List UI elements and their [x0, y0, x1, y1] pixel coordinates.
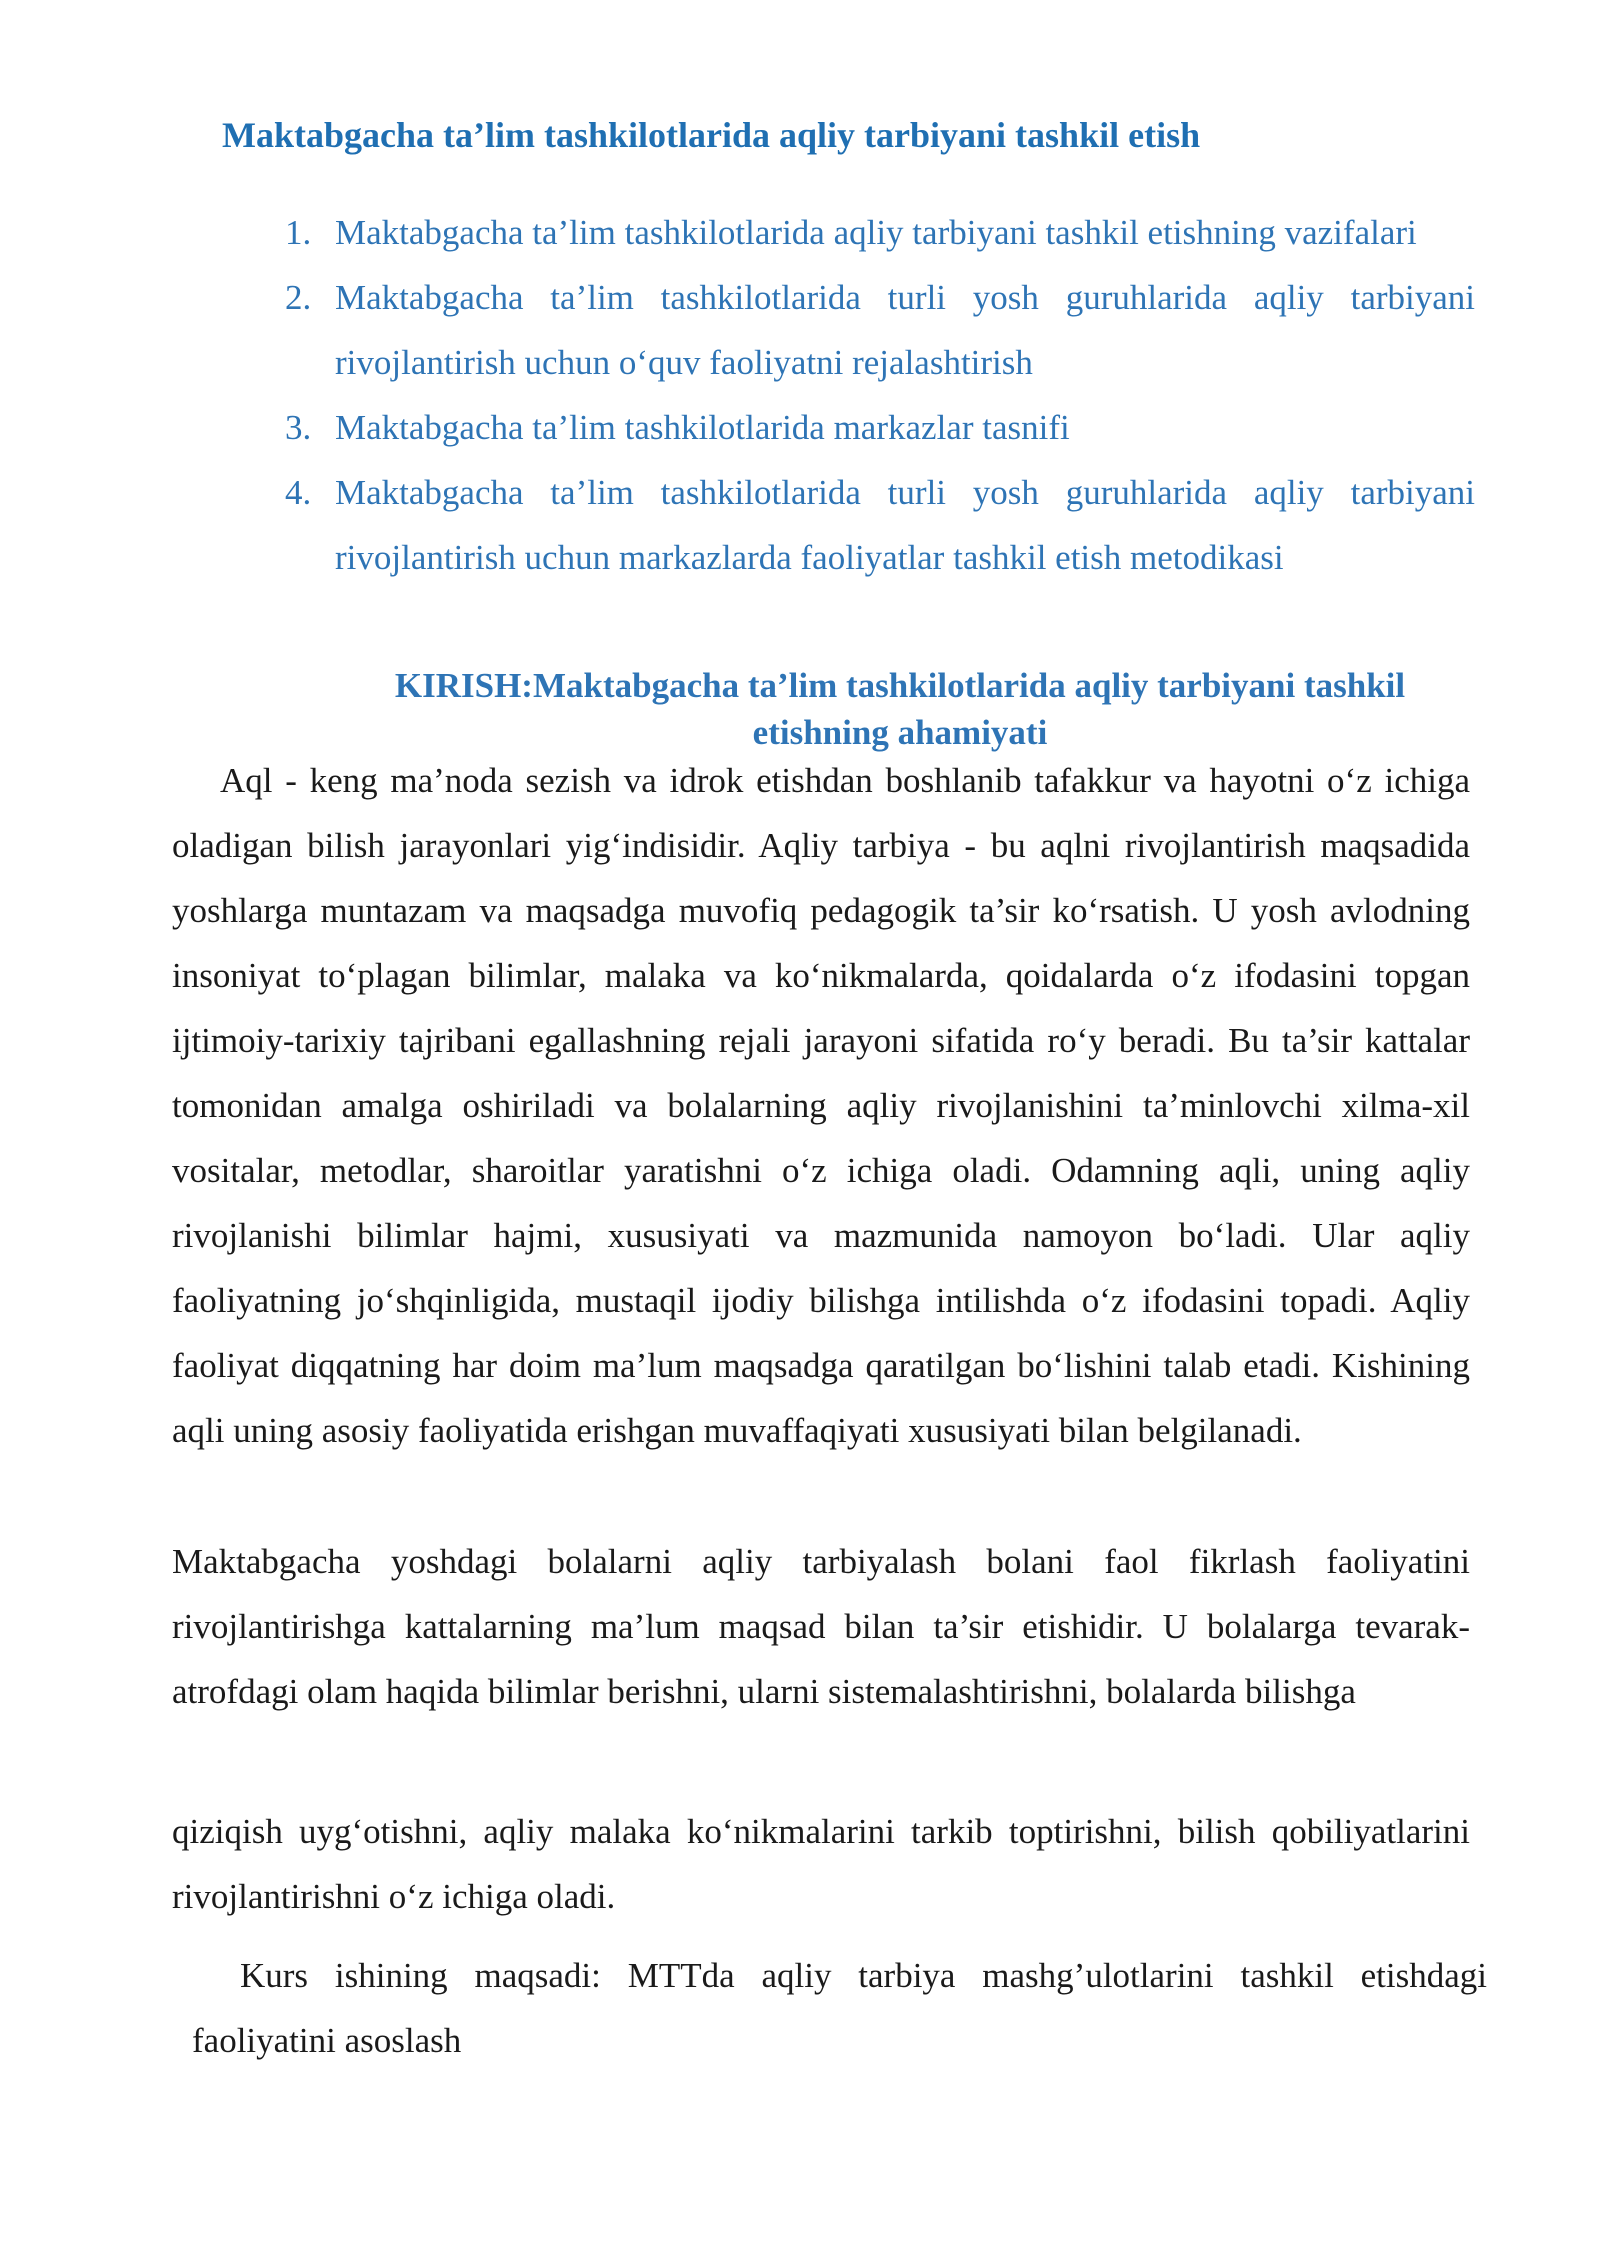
toc-item-text: Maktabgacha ta’lim tashkilotlarida aqliy tarbiyani tashkil etishning vazifalari	[335, 213, 1417, 252]
toc-item	[285, 460, 1475, 590]
body-paragraph: qiziqish uyg‘otishni, aqliy malaka ko‘nikmalarini tarkib toptirishni, bilish qobiliyatlarini rivojlantirishni o‘z ichiga oladi.	[172, 1812, 1470, 1916]
toc-item-number: 1.	[285, 213, 312, 252]
toc-item-number: 3.	[285, 408, 312, 447]
toc-item-number: 2.	[285, 278, 312, 317]
toc-item-number: 4.	[285, 473, 312, 512]
course-aim	[192, 1943, 1487, 2073]
toc-item-text: Maktabgacha ta’lim tashkilotlarida turli yosh guruhlarida aqliy tarbiyani rivojlantirish uchun o‘quv faoliyatni rejalashtirish	[335, 278, 1475, 382]
toc-item-text: Maktabgacha ta’lim tashkilotlarida markazlar tasnifi	[335, 408, 1070, 447]
course-aim-line: Kurs ishining maqsadi: MTTda aqliy tarbiya mashg’ulotlarini tashkil etishdagi	[240, 1956, 1487, 1995]
intro-heading: KIRISH:Maktabgacha ta’lim tashkilotlarida aqliy tarbiyani tashkil etishning ahamiyati	[394, 666, 1406, 752]
table-of-contents	[0, 200, 1600, 590]
document-title: Maktabgacha ta’lim tashkilotlarida aqliy tarbiyani tashkil etish	[222, 115, 1201, 155]
body-paragraph: Aql - keng ma’noda sezish va idrok etishdan boshlanib tafakkur va hayotni o‘z ichiga oladigan bilish jarayonlari yig‘indisidir. Aqliy tarbiya - bu aqlni rivojlantirish maqsadida yoshlarga muntazam va maqsadga muvofiq pedagogik ta’sir ko‘rsatish. U yosh avlodning insoniyat to‘plagan bilimlar, malaka va ko‘nikmalarda, qoidalarda o‘z ifodasini topgan ijtimoiy-tarixiy tajribani egallashning rejali jarayoni sifatida ro‘y beradi. Bu ta’sir kattalar tomonidan amalga oshiriladi va bolalarning aqliy rivojlanishini ta’minlovchi xilma-xil vositalar, metodlar, sharoitlar yaratishni o‘z ichiga oladi. Odamning aqli, uning aqliy rivojlanishi bilimlar hajmi, xususiyati va mazmunida namoyon bo‘ladi. Ular aqliy faoliyatning jo‘shqinligida, mustaqil ijodiy bilishga intilishda o‘z ifodasini topadi. Aqliy faoliyat diqqatning har doim ma’lum maqsadga qaratilgan bo‘lishini talab etadi. Kishining aqli uning asosiy faoliyatida erishgan muvaffaqiyati xususiyati bilan belgilanadi.	[172, 761, 1470, 1450]
toc-item	[285, 265, 1475, 395]
body-paragraph: Maktabgacha yoshdagi bolalarni aqliy tarbiyalash bolani faol fikrlash faoliyatini rivojlantirishga kattalarning ma’lum maqsad bilan ta’sir etishidir. U bolalarga tevarak- atrofdagi olam haqida bilimlar berishni, ularni sistemalashtirishni, bolalarda bilishga	[172, 1542, 1470, 1711]
toc-item	[285, 395, 1475, 460]
toc-item-text: Maktabgacha ta’lim tashkilotlarida turli yosh guruhlarida aqliy tarbiyani rivojlantirish uchun markazlarda faoliyatlar tashkil etish metodikasi	[335, 473, 1475, 577]
toc-item	[285, 200, 1475, 265]
course-aim-line: faoliyatini asoslash	[192, 2021, 462, 2060]
